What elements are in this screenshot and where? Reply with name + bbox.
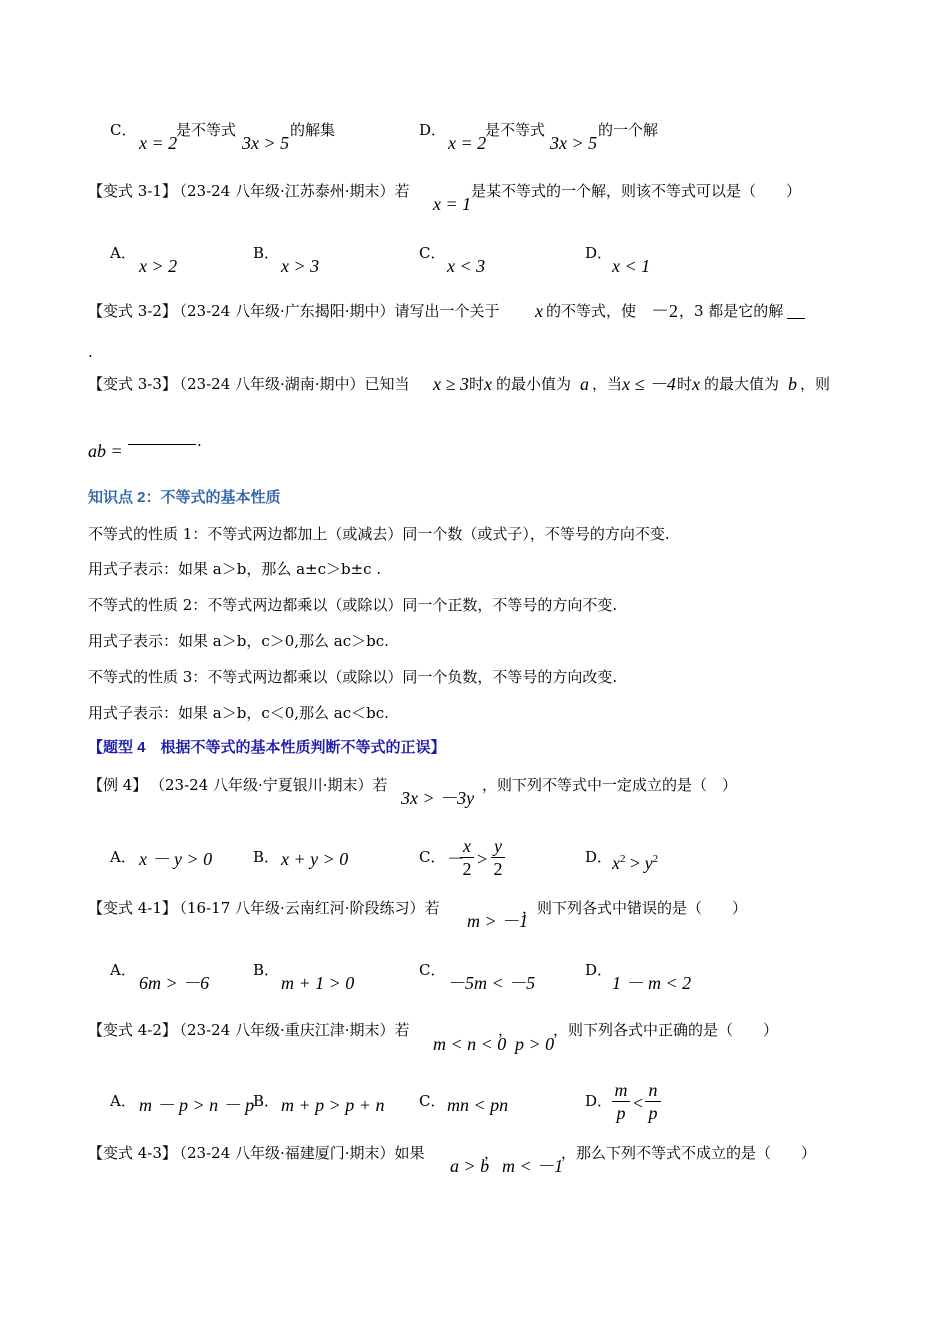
power-base: x [612,853,620,873]
math-variable: b [788,374,797,394]
option-math: m + 1 > 0 [281,973,355,993]
option-letter: D． [419,121,447,139]
math-variable: a [580,374,589,394]
question-tag: 【变式 4-3】 [88,1144,177,1162]
question-tag: 【变式 4-1】 [88,899,177,917]
option-letter: A． [110,848,136,866]
fraction-denominator: p [648,1103,658,1123]
math-variable: x [484,374,492,394]
option-letter: A． [110,961,136,979]
fraction [645,1080,661,1123]
math-condition: a > b [450,1156,490,1176]
knowledge-line: 不等式的性质 3：不等式两边都乘以（或除以）同一个负数，不等号的方向改变. [88,668,618,686]
math-expression: x = 2 [448,133,487,153]
question-stem: ，则下列不等式中一定成立的是（ ） [482,776,738,794]
math-condition: p > 0 [515,1034,555,1054]
question-stem: ，则下列各式中正确的是（ ） [553,1021,779,1039]
question-source: （23-24 八年级·重庆江津·期末）若 [172,1021,410,1039]
question-tag: 【变式 3-1】 [88,182,177,200]
option-letter: D． [585,961,613,979]
question-source: （23-24 八年级·福建厦门·期末）如果 [172,1144,425,1162]
knowledge-line: 用式子表示：如果 a＞b，c＜0,那么 ac＜bc. [88,704,389,722]
question-text: ，则 [800,375,831,393]
math-condition: x = 1 [433,194,472,214]
question-text: 时 [469,375,485,393]
knowledge-line: 不等式的性质 2：不等式两边都乘以（或除以）同一个正数，不等号的方向不变. [88,596,618,614]
option-letter: C． [419,961,446,979]
exponent: 2 [620,853,626,865]
math-condition: x ≤ －4 [622,374,676,394]
question-text: 的不等式，使 [546,302,637,320]
option-math: x > 3 [281,256,320,276]
option-math: m － p > n － p [139,1095,255,1115]
math-condition: 3x > －3y [401,788,475,808]
section-title: 知识点 2：不等式的基本性质 [88,489,281,506]
power-base: y [644,853,653,873]
comparison-operator: > [477,849,488,869]
knowledge-line: 用式子表示：如果 a＞b，c＞0,那么 ac＞bc. [88,632,389,650]
comparison-operator: < [633,1093,644,1113]
option-letter: B． [253,961,280,979]
option-letter: A． [110,1092,136,1110]
knowledge-line: 用式子表示：如果 a＞b，那么 a±c＞b±c . [88,560,382,578]
option-letter: B． [253,848,280,866]
question-tag: 【例 4】 [88,776,148,794]
minus-sign: － [447,849,465,869]
math-condition: m < n < 0 [433,1034,507,1054]
option-math: 1 － m < 2 [612,973,692,993]
fraction-numerator: x [463,836,471,856]
option-math: x － y > 0 [139,849,213,869]
question-tag: 【变式 3-2】 [88,302,177,320]
option-math: x + y > 0 [281,849,349,869]
fraction-bar [491,857,505,858]
fraction-bar [645,1101,661,1102]
exponent: 2 [652,853,659,865]
answer-prefix: ab = [88,441,123,461]
option-letter: D． [585,848,613,866]
option-math [612,849,658,873]
question-stem: ，那么下列不等式不成立的是（ ） [561,1144,817,1162]
option-letter: C． [419,244,446,262]
fraction-denominator: 2 [462,859,472,879]
question-source: （23-24 八年级·湖南·期中）已知当 [172,375,410,393]
option-math: m + p > p + n [281,1095,385,1115]
option-text: 的一个解 [598,121,659,139]
option-letter: C． [419,1092,446,1110]
question-source: （23-24 八年级·宁夏银川·期末）若 [150,776,388,794]
option-math: mn < pn [447,1095,509,1115]
math-condition: m < －1 [502,1156,564,1176]
fraction-bar [612,1101,630,1102]
math-condition: x ≥ 3 [433,374,469,394]
math-value: －2 [651,301,678,321]
option-text: 是不等式 [485,121,546,139]
fraction-numerator: m [614,1080,628,1100]
question-source: （16-17 八年级·云南红河·阶段练习）若 [172,899,440,917]
math-expression: 3x > 5 [550,133,598,153]
math-expression: x = 2 [139,133,178,153]
fraction-numerator: y [494,836,502,856]
option-math: －5m < －5 [447,973,536,993]
question-text: ，当 [592,375,623,393]
question-text: 时 [677,375,693,393]
question-type-title: 【题型 4 根据不等式的基本性质判断不等式的正误】 [88,739,446,756]
question-stem: ，则下列各式中错误的是（ ） [522,899,748,917]
option-letter: D． [585,244,613,262]
option-letter: C． [110,121,137,139]
option-letter: B． [253,244,280,262]
option-letter: A． [110,244,136,262]
option-math: x > 2 [139,256,178,276]
question-text: 的最大值为 [704,375,780,393]
option-math: 6m > －6 [139,973,210,993]
question-tag: 【变式 4-2】 [88,1021,177,1039]
option-letter: B． [253,1092,280,1110]
punctuation: . [88,343,93,361]
punctuation: ， [498,1021,514,1039]
option-math: x < 1 [612,256,651,276]
fraction [491,836,505,879]
fraction [612,1080,630,1123]
question-source: （23-24 八年级·广东揭阳·期中）请写出一个关于 [172,302,500,320]
question-text: 的最小值为 [496,375,572,393]
fraction-numerator: n [648,1080,658,1100]
math-condition: m > －1 [467,911,529,931]
option-text: 是不等式 [176,121,237,139]
question-tag: 【变式 3-3】 [88,375,177,393]
math-expression: 3x > 5 [242,133,290,153]
fraction-denominator: p [616,1103,626,1123]
question-text: ，3 都是它的解 [679,302,784,320]
question-source: （23-24 八年级·江苏泰州·期末）若 [172,182,410,200]
punctuation: ， [484,1144,500,1162]
comparison-operator: > [625,853,645,873]
option-math: x < 3 [447,256,486,276]
fraction [460,836,474,879]
fraction-denominator: 2 [493,859,503,879]
answer-blank[interactable] [128,444,196,445]
question-stem: 是某不等式的一个解，则该不等式可以是（ ） [471,182,802,200]
option-text: 的解集 [290,121,336,139]
answer-blank[interactable] [787,318,805,319]
option-letter: D． [585,1092,613,1110]
math-variable: x [692,374,700,394]
option-letter: C． [419,848,446,866]
knowledge-line: 不等式的性质 1：不等式两边都加上（或减去）同一个数（或式子），不等号的方向不变. [88,525,670,543]
fraction-bar [460,857,474,858]
math-variable: x [535,301,543,321]
punctuation: . [197,432,202,450]
